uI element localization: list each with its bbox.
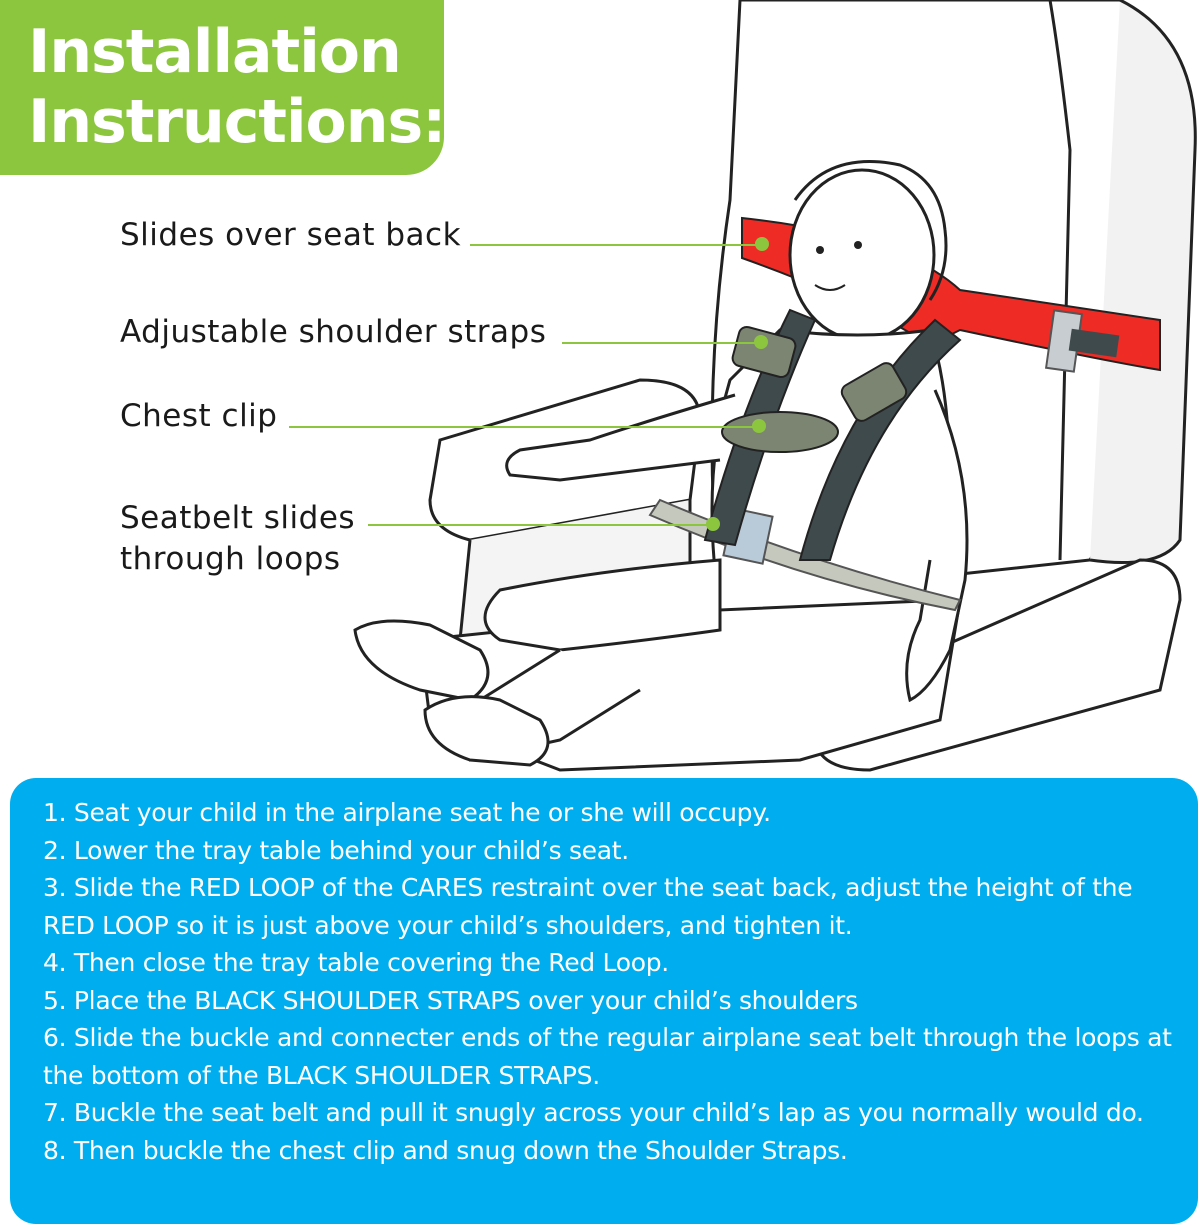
leader-line-seatbelt xyxy=(368,524,710,526)
label-seatbelt-line-1: Seatbelt slides xyxy=(120,500,356,536)
child-seat-illustration xyxy=(330,0,1200,790)
instruction-step: 2. Lower the tray table behind your child’s seat. xyxy=(43,835,629,865)
marker-dot-chest-clip xyxy=(752,419,766,433)
leader-line-shoulder-straps xyxy=(562,342,758,344)
label-chest-clip: Chest clip xyxy=(120,398,278,434)
label-seatbelt-line-2: through loops xyxy=(120,541,341,577)
instruction-step: 4. Then close the tray table covering the Red Loop. xyxy=(43,948,669,977)
marker-dot-seat-back xyxy=(755,237,769,251)
instructions-list xyxy=(43,794,1183,1169)
title-line-1: Installation xyxy=(28,17,401,87)
leader-line-chest-clip xyxy=(289,426,757,428)
marker-dot-shoulder-straps xyxy=(754,335,768,349)
marker-dot-seatbelt xyxy=(706,517,720,531)
leader-line-seat-back xyxy=(470,244,760,246)
instruction-step: 1. Seat your child in the airplane seat he or she will occupy. xyxy=(43,798,771,827)
instruction-step: 8. Then buckle the chest clip and snug down the Shoulder Straps. xyxy=(43,1135,848,1165)
instructions-panel xyxy=(10,778,1198,1224)
instruction-step: 5. Place the BLACK SHOULDER STRAPS over your child’s shoulders xyxy=(43,985,858,1015)
title-line-2: Instructions: xyxy=(28,87,446,157)
label-seat-back: Slides over seat back xyxy=(120,217,462,253)
instruction-step: 6. Slide the buckle and connecter ends of the regular airplane seat belt through the loops at the bottom of the BLACK SHOULDER STRAPS. xyxy=(43,1023,1172,1090)
label-shoulder-straps: Adjustable shoulder straps xyxy=(120,314,547,350)
child-head xyxy=(790,170,934,340)
instruction-step: 7. Buckle the seat belt and pull it snugly across your child’s lap as you normally would do. xyxy=(43,1098,1144,1127)
instruction-step: 3. Slide the RED LOOP of the CARES restraint over the seat back, adjust the height of the RED LOOP so it is just above your child’s shoulders, and tighten it. xyxy=(43,873,1133,940)
chest-clip xyxy=(722,412,838,452)
